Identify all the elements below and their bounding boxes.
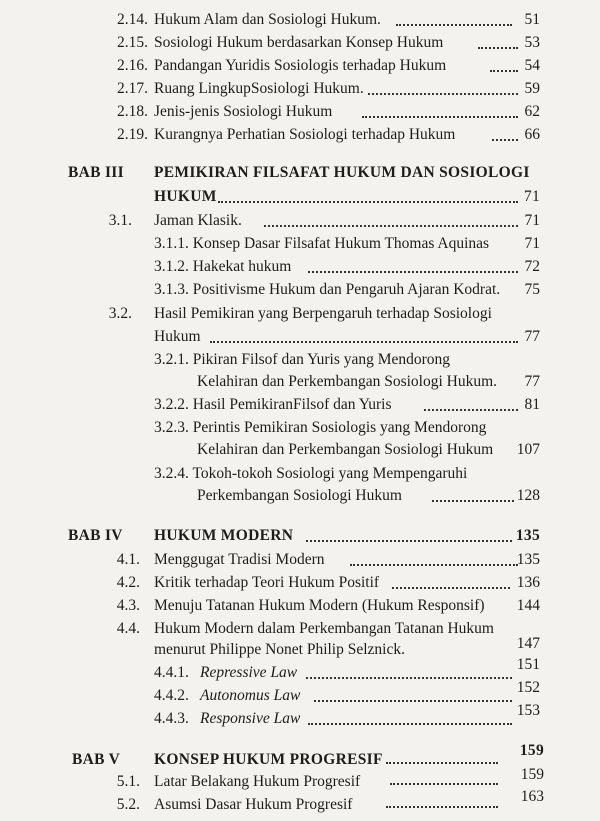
entry-title: 3.2.3. Perintis Pemikiran Sosiologis yang Mendorong [154,419,487,436]
entry-page: 62 [524,103,540,120]
entry-number: 4.1. [116,551,140,568]
chapter-label: BAB III [68,164,124,181]
entry-title: Menggugat Tradisi Modern [154,551,325,568]
entry-number: 2.16. [117,57,148,74]
entry-number: 2.15. [117,34,148,51]
chapter-page: 159 [519,742,544,759]
entry-number: 2.19. [117,126,148,143]
entry-number: 3.2. [108,305,132,322]
chapter-title: HUKUM [154,188,217,205]
chapter-page: 71 [523,188,540,205]
entry-number: 5.2. [116,796,140,813]
leader-dots [308,722,512,725]
leader-dots [390,782,498,785]
entry-title: Kurangnya Perhatian Sosiologi terhadap Hukum [154,126,456,143]
entry-page: 152 [516,679,540,696]
entry-number: 4.2. [116,574,140,591]
entry-page: 54 [524,57,540,74]
entry-page: 144 [516,597,540,614]
entry-page: 136 [516,574,540,591]
entry-page: 159 [520,766,544,783]
entry-page: 128 [516,487,540,504]
leader-dots [392,586,510,589]
leader-dots [306,676,512,679]
entry-page: 153 [516,702,540,719]
entry-page: 71 [524,212,540,229]
leader-dots [308,270,518,273]
leader-dots [218,200,518,203]
entry-title: 3.2.2. Hasil PemikiranFilsof dan Yuris [154,396,392,413]
entry-title: Kelahiran dan Perkembangan Sosiologi Hukum. [197,373,498,390]
entry-prefix: 4.4.1. [154,664,189,681]
entry-title: 3.2.4. Tokoh-tokoh Sosiologi yang Mempengaruhi [154,465,468,482]
entry-page: 72 [524,258,540,275]
entry-page: 71 [524,235,540,252]
chapter-label: BAB IV [68,527,123,544]
entry-title: Hukum Modern dalam Perkembangan Tatanan Hukum [154,620,494,637]
entry-number: 4.3. [116,597,140,614]
entry-page: 75 [524,281,540,298]
leader-dots [314,699,512,702]
entry-title: Jenis-jenis Sosiologi Hukum [154,103,333,120]
entry-title: Latar Belakang Hukum Progresif [154,773,361,790]
entry-number: 2.18. [117,103,148,120]
chapter-title: HUKUM MODERN [154,527,294,544]
leader-dots [396,23,512,26]
entry-title: Kritik terhadap Teori Hukum Positif [154,574,380,591]
entry-number: 2.14. [117,11,148,28]
leader-dots [362,115,518,118]
entry-title: Hukum Alam dan Sosiologi Hukum. [154,11,381,28]
entry-page: 77 [524,373,540,390]
entry-prefix: 4.4.2. [154,687,189,704]
leader-dots [350,563,518,566]
entry-page: 135 [516,551,540,568]
entry-prefix: 4.4.3. [154,710,189,727]
entry-title: Responsive Law [200,710,301,727]
entry-title: 3.2.1. Pikiran Filsof dan Yuris yang Mendorong [154,351,451,368]
entry-page: 81 [524,396,540,413]
entry-title: Repressive Law [200,664,298,681]
entry-page: 59 [524,80,540,97]
chapter-label: BAB V [72,751,121,768]
entry-page: 107 [516,441,540,458]
entry-number: 3.1. [108,212,132,229]
leader-dots [368,92,518,95]
chapter-title: PEMIKIRAN FILSAFAT HUKUM DAN SOSIOLOGI [154,164,530,181]
leader-dots [386,761,498,764]
entry-page: 77 [524,328,540,345]
entry-title: Sosiologi Hukum berdasarkan Konsep Hukum [154,34,444,51]
entry-number: 5.1. [116,773,140,790]
chapter-page: 135 [515,527,540,544]
entry-title: 3.1.1. Konsep Dasar Filsafat Hukum Thomas Aquinas [154,235,490,252]
entry-page: 53 [524,34,540,51]
entry-title: menurut Philippe Nonet Philip Selznick. [154,641,405,658]
leader-dots [210,340,518,343]
entry-title: Asumsi Dasar Hukum Progresif [154,796,353,813]
leader-dots [386,805,498,808]
entry-title: Hukum [154,328,201,345]
entry-number: 2.17. [117,80,148,97]
entry-title: Perkembangan Sosiologi Hukum [197,487,402,504]
entry-title: Pandangan Yuridis Sosiologis terhadap Hukum [154,57,447,74]
entry-page: 147 [516,635,540,652]
entry-title: Hasil Pemikiran yang Berpengaruh terhadap Sosiologi [154,305,492,322]
entry-title: 3.1.2. Hakekat hukum [154,258,292,275]
chapter-title: KONSEP HUKUM PROGRESIF [154,751,383,768]
entry-title: Menuju Tatanan Hukum Modern (Hukum Responsif) [154,597,485,614]
entry-page: 51 [524,11,540,28]
entry-title: Autonomus Law [200,687,301,704]
entry-page: 163 [520,788,544,805]
leader-dots [306,539,512,542]
entry-title: 3.1.3. Positivisme Hukum dan Pengaruh Ajaran Kodrat. [154,281,501,298]
entry-page: 151 [516,656,540,673]
entry-title: Kelahiran dan Perkembangan Sosiologi Hukum [197,441,494,458]
entry-number: 4.4. [116,620,140,637]
entry-page: 66 [524,126,540,143]
entry-title: Jaman Klasik. [154,212,242,229]
entry-title: Ruang LingkupSosiologi Hukum. [154,80,364,97]
leader-dots [264,224,518,227]
